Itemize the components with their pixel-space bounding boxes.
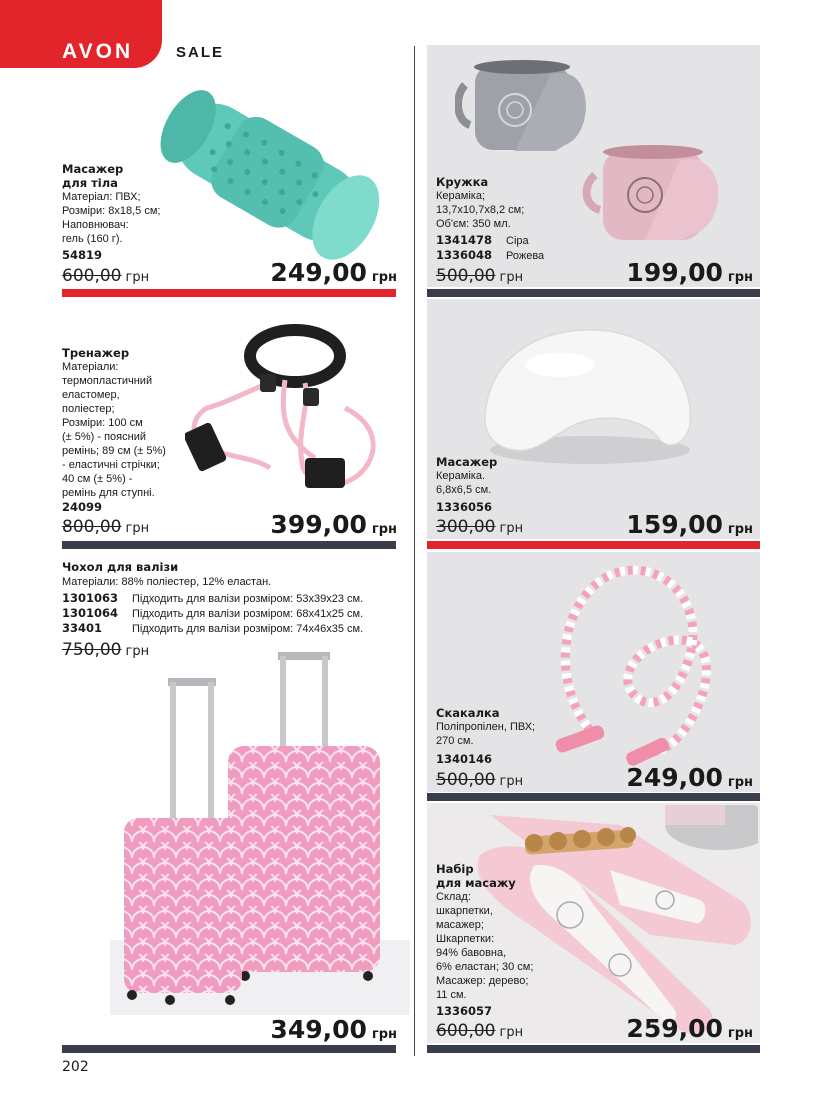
code-text: Рожева bbox=[506, 250, 545, 262]
section-title: SALE bbox=[176, 44, 225, 61]
currency-label: грн bbox=[499, 1025, 524, 1040]
jump-rope-old-price bbox=[436, 770, 523, 790]
suitcase-cover-codes bbox=[62, 591, 363, 636]
title-line: Скакалка bbox=[436, 706, 500, 720]
old-price-value: 500,00 bbox=[436, 770, 496, 790]
code-row bbox=[62, 606, 363, 621]
desc-line: Поліпропілен, ПВХ; bbox=[436, 721, 536, 733]
desc-line: 6% еластан; 30 см; bbox=[436, 961, 534, 973]
jump-rope-image bbox=[540, 560, 755, 775]
mug-title bbox=[436, 175, 488, 189]
desc-line: Шкарпетки: bbox=[436, 933, 495, 945]
price-bar-gray bbox=[62, 1045, 396, 1053]
jump-rope-title bbox=[436, 706, 500, 720]
trainer-desc bbox=[62, 360, 166, 500]
desc-line: термопластичний bbox=[62, 375, 153, 387]
code-value: 33401 bbox=[62, 621, 103, 635]
desc-line: Матеріали: bbox=[62, 361, 119, 373]
desc-line: Розміри: 100 см bbox=[62, 417, 143, 429]
new-price-value: 159,00 bbox=[626, 510, 723, 539]
ceramic-massager-code: 1336056 bbox=[436, 500, 493, 514]
currency-label: грн bbox=[727, 522, 753, 537]
desc-line: 13,7х10,7х8,2 см; bbox=[436, 204, 525, 216]
price-bar bbox=[62, 541, 396, 549]
trainer-old-price bbox=[62, 517, 149, 537]
massage-set-new-price bbox=[626, 1014, 753, 1043]
desc-line: гель (160 г). bbox=[62, 233, 123, 245]
desc-line: еластомер, bbox=[62, 389, 120, 401]
desc-line: 6,8х6,5 см. bbox=[436, 484, 492, 496]
new-price-value: 249,00 bbox=[270, 258, 367, 287]
avon-logo-banner[interactable] bbox=[0, 0, 162, 68]
price-bar bbox=[62, 289, 396, 297]
code-text: Підходить для валізи розміром: 74х46х35 см. bbox=[132, 623, 364, 635]
price-bar bbox=[427, 793, 760, 801]
massage-set-code: 1336057 bbox=[436, 1004, 493, 1018]
currency-label: грн bbox=[125, 521, 150, 536]
currency-label: грн bbox=[499, 774, 524, 789]
column-divider bbox=[414, 46, 415, 1056]
desc-line: 94% бавовна, bbox=[436, 947, 507, 959]
body-massager-code: 54819 bbox=[62, 248, 103, 262]
price-bar bbox=[427, 289, 760, 297]
desc-line: Кераміка. bbox=[436, 470, 485, 482]
price-bar-gray bbox=[427, 1045, 760, 1053]
suitcase-cover-new-price bbox=[270, 1015, 397, 1044]
currency-label: грн bbox=[125, 644, 150, 659]
title-line: Набір bbox=[436, 862, 474, 876]
old-price-value: 300,00 bbox=[436, 517, 496, 537]
jump-rope-desc bbox=[436, 720, 535, 748]
suitcase-cover-title bbox=[62, 560, 178, 574]
body-massager-new-price bbox=[270, 258, 397, 287]
old-price-value: 600,00 bbox=[62, 266, 122, 286]
code-value: 1301063 bbox=[62, 591, 119, 605]
currency-label: грн bbox=[499, 270, 524, 285]
jump-rope-new-price bbox=[626, 763, 753, 792]
desc-line: Наповнювач: bbox=[62, 219, 129, 231]
body-massager-old-price bbox=[62, 266, 149, 286]
price-bar bbox=[427, 1045, 760, 1053]
trainer-new-price bbox=[270, 510, 397, 539]
suitcase-image bbox=[110, 650, 410, 1015]
desc-line: Матеріали: 88% поліестер, 12% еластан. bbox=[62, 576, 272, 588]
code-value: 1336048 bbox=[436, 248, 493, 262]
title-line: Чохол для валізи bbox=[62, 560, 179, 574]
desc-line: Масажер: дерево; bbox=[436, 975, 529, 987]
title-line: Тренажер bbox=[62, 346, 130, 360]
code-row bbox=[436, 233, 544, 248]
new-price-value: 199,00 bbox=[626, 258, 723, 287]
desc-line: Розміри: 8х18,5 см; bbox=[62, 205, 161, 217]
desc-line: Кераміка; bbox=[436, 190, 485, 202]
desc-line: 270 см. bbox=[436, 735, 474, 747]
desc-line: Об'єм: 350 мл. bbox=[436, 218, 511, 230]
currency-label: грн bbox=[371, 270, 397, 285]
currency-label: грн bbox=[499, 521, 524, 536]
old-price-value: 600,00 bbox=[436, 1021, 496, 1041]
title-line: Масажер bbox=[436, 455, 498, 469]
code-value: 1341478 bbox=[436, 233, 493, 247]
currency-label: грн bbox=[727, 270, 753, 285]
ceramic-massager-old-price bbox=[436, 517, 523, 537]
currency-label: грн bbox=[727, 1026, 753, 1041]
mug-old-price bbox=[436, 266, 523, 286]
desc-line: Матеріал: ПВХ; bbox=[62, 191, 141, 203]
mug-new-price bbox=[626, 258, 753, 287]
ceramic-massager-desc bbox=[436, 469, 491, 497]
currency-label: грн bbox=[125, 270, 150, 285]
ceramic-massager-image bbox=[470, 320, 710, 470]
mug-desc bbox=[436, 189, 524, 231]
old-price-value: 800,00 bbox=[62, 517, 122, 537]
jump-rope-code: 1340146 bbox=[436, 752, 493, 766]
body-massager-image bbox=[150, 72, 385, 272]
title-line: Кружка bbox=[436, 175, 489, 189]
code-text: Сіра bbox=[506, 235, 529, 247]
code-row bbox=[62, 591, 363, 606]
code-text: Підходить для валізи розміром: 53х39х23 см. bbox=[132, 593, 364, 605]
body-massager-title bbox=[62, 162, 123, 190]
ceramic-massager-new-price bbox=[626, 510, 753, 539]
price-bar bbox=[62, 1045, 396, 1053]
code-row bbox=[436, 248, 544, 263]
currency-label: грн bbox=[727, 775, 753, 790]
desc-line: ремінь для ступні. bbox=[62, 487, 155, 499]
code-text: Підходить для валізи розміром: 68х41х25 см. bbox=[132, 608, 364, 620]
title-line: для тіла bbox=[62, 176, 118, 190]
desc-line: поліестер; bbox=[62, 403, 115, 415]
trainer-image bbox=[185, 308, 400, 508]
trainer-code: 24099 bbox=[62, 500, 103, 514]
page-number: 202 bbox=[62, 1059, 89, 1075]
old-price-value: 750,00 bbox=[62, 640, 122, 660]
desc-line: Склад: bbox=[436, 891, 471, 903]
price-bar-gray bbox=[62, 541, 396, 549]
desc-line: шкарпетки, bbox=[436, 905, 493, 917]
new-price-value: 249,00 bbox=[626, 763, 723, 792]
code-row bbox=[62, 621, 363, 636]
price-bar-gray bbox=[427, 289, 760, 297]
title-line: Масажер bbox=[62, 162, 124, 176]
code-value: 1301064 bbox=[62, 606, 119, 620]
price-bar-red bbox=[62, 289, 396, 297]
new-price-value: 259,00 bbox=[626, 1014, 723, 1043]
price-bar-red bbox=[427, 541, 760, 549]
price-bar-gray bbox=[427, 793, 760, 801]
new-price-value: 349,00 bbox=[270, 1015, 367, 1044]
ceramic-massager-title bbox=[436, 455, 497, 469]
suitcase-cover-desc bbox=[62, 575, 271, 589]
currency-label: грн bbox=[371, 1027, 397, 1042]
title-line: для масажу bbox=[436, 876, 516, 890]
massage-set-old-price bbox=[436, 1021, 523, 1041]
new-price-value: 399,00 bbox=[270, 510, 367, 539]
body-massager-desc bbox=[62, 190, 160, 246]
desc-line: - еластичні стрічки; bbox=[62, 459, 160, 471]
desc-line: 11 см. bbox=[436, 989, 467, 1001]
desc-line: (± 5%) - поясний bbox=[62, 431, 146, 443]
desc-line: 40 см (± 5%) - bbox=[62, 473, 133, 485]
price-bar bbox=[427, 541, 760, 549]
brand-logo-text: AVON bbox=[62, 40, 134, 63]
mug-codes bbox=[436, 233, 544, 263]
desc-line: ремінь; 89 см (± 5%) bbox=[62, 445, 166, 457]
massage-set-title bbox=[436, 862, 516, 890]
massage-set-desc bbox=[436, 890, 533, 1002]
desc-line: масажер; bbox=[436, 919, 484, 931]
currency-label: грн bbox=[371, 522, 397, 537]
trainer-title bbox=[62, 346, 129, 360]
old-price-value: 500,00 bbox=[436, 266, 496, 286]
